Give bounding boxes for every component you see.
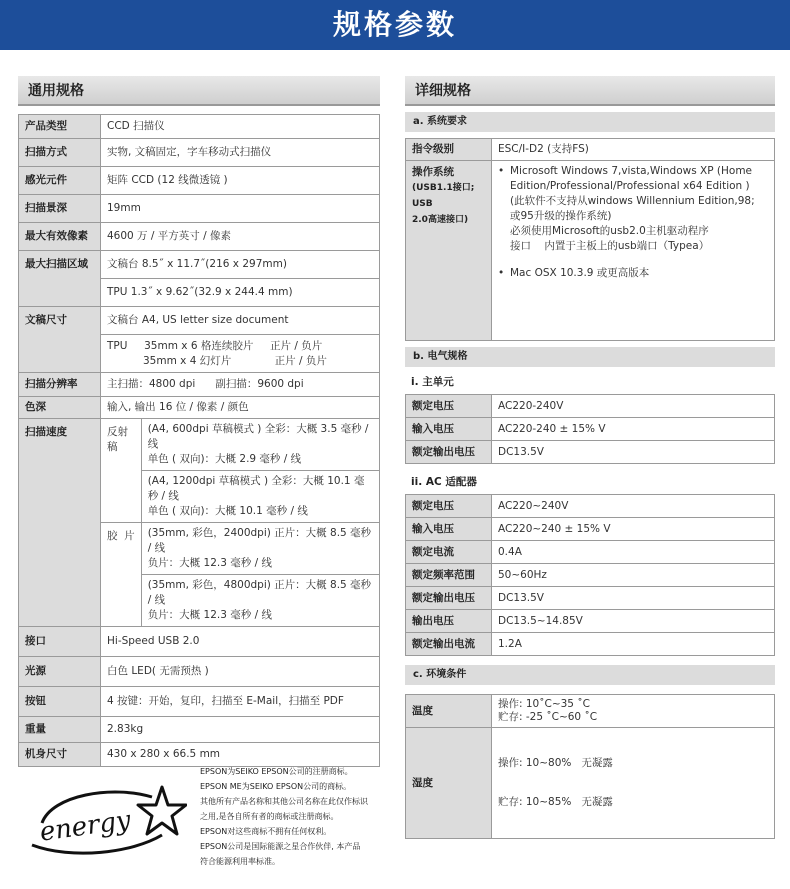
spec-line: 操作: 10~80% 无凝露 bbox=[498, 757, 613, 769]
spec-label: 额定电流 bbox=[406, 541, 492, 564]
spec-label: 扫描方式 bbox=[19, 139, 101, 167]
spec-value bbox=[101, 335, 380, 373]
spec-value: AC220-240 ± 15% V bbox=[492, 418, 775, 441]
spec-label: 温度 bbox=[406, 695, 492, 728]
spec-value: AC220-240V bbox=[492, 395, 775, 418]
spec-value bbox=[141, 523, 379, 575]
spec-value bbox=[492, 695, 775, 728]
environment-table bbox=[405, 694, 775, 839]
spec-value bbox=[492, 728, 775, 839]
os-item-windows bbox=[498, 164, 768, 254]
spec-line: (A4, 600dpi 草稿模式 ) 全彩：大概 3.5 毫秒 / 线 bbox=[147, 423, 369, 450]
spec-line: (A4, 1200dpi 草稿模式 ) 全彩：大概 10.1 毫秒 / 线 bbox=[147, 475, 365, 502]
spec-line: TPU 35mm x 6 格连续胶片 正片 / 负片 bbox=[107, 339, 323, 352]
spec-value bbox=[141, 575, 379, 627]
spec-label: 额定输出电流 bbox=[406, 633, 492, 656]
system-table bbox=[405, 138, 775, 341]
os-label-line: (USB1.1接口; USB bbox=[412, 183, 475, 209]
note-line: EPSON对这些商标不拥有任何权利。 bbox=[200, 827, 332, 836]
main-unit-table bbox=[405, 394, 775, 464]
spec-value: ESC/I-D2 (支持FS) bbox=[492, 139, 775, 161]
spec-label: 色深 bbox=[19, 397, 101, 419]
spec-label: 额定电压 bbox=[406, 495, 492, 518]
spec-value: 白色 LED( 无需预热 ) bbox=[101, 657, 380, 687]
energy-logo-text: energy bbox=[37, 805, 133, 848]
spec-sublabel: 反射稿 bbox=[101, 419, 142, 523]
os-label-line: 2.0高速接口) bbox=[412, 215, 469, 225]
spec-value: TPU 1.3˝ x 9.62˝(32.9 x 244.4 mm) bbox=[101, 279, 380, 307]
spec-line: (35mm, 彩色，2400dpi) 正片：大概 8.5 毫秒 / 线 bbox=[147, 527, 372, 554]
spec-value: 4600 万 / 平方英寸 / 像素 bbox=[101, 223, 380, 251]
spec-line: (此软件不支持从windows Willennium Edition,98; bbox=[510, 195, 755, 207]
spec-line: 单色 ( 双向)：大概 10.1 毫秒 / 线 bbox=[147, 505, 308, 517]
spec-label bbox=[406, 161, 492, 341]
page-banner: 规格参数 bbox=[0, 0, 790, 50]
spec-value: 输入, 输出 16 位 / 像素 / 颜色 bbox=[101, 397, 380, 419]
spec-value: 50~60Hz bbox=[492, 564, 775, 587]
note-line: EPSON为SEIKO EPSON公司的注册商标。 bbox=[200, 767, 353, 776]
general-specs-header: 通用规格 bbox=[18, 76, 380, 106]
detail-specs-header: 详细规格 bbox=[405, 76, 775, 106]
spec-line: 贮存: -25 ˚C~60 ˚C bbox=[498, 711, 598, 723]
spec-label: 额定输出电压 bbox=[406, 587, 492, 610]
os-label-line: 操作系统 bbox=[412, 166, 454, 178]
note-line: 之用,是各自所有者的商标或注册商标。 bbox=[200, 812, 339, 821]
section-title: a. 系统要求 bbox=[405, 112, 775, 132]
energy-star-icon bbox=[22, 775, 187, 865]
spec-line: 或95升级的操作系统) bbox=[510, 210, 612, 222]
note-line: 其他所有产品名称和其他公司名称在此仅作标识 bbox=[200, 797, 368, 806]
general-specs-table bbox=[18, 114, 380, 767]
section-title: c. 环境条件 bbox=[405, 665, 775, 685]
spec-label: 最大有效像素 bbox=[19, 223, 101, 251]
spec-value: DC13.5V bbox=[492, 441, 775, 464]
spec-label: 按钮 bbox=[19, 687, 101, 717]
spec-sublabel: 胶 片 bbox=[101, 523, 142, 627]
spec-label: 输入电压 bbox=[406, 518, 492, 541]
spec-label: 接口 bbox=[19, 627, 101, 657]
spec-label: 额定输出电压 bbox=[406, 441, 492, 464]
spec-label: 输出电压 bbox=[406, 610, 492, 633]
subsection-title: i. 主单元 bbox=[411, 376, 454, 388]
spec-label: 机身尺寸 bbox=[19, 743, 101, 767]
note-line: EPSON ME为SEIKO EPSON公司的商标。 bbox=[200, 782, 352, 791]
note-line: EPSON公司是国际能源之星合作伙伴, 本产品 bbox=[200, 842, 361, 851]
spec-label: 输入电压 bbox=[406, 418, 492, 441]
spec-value: 19mm bbox=[101, 195, 380, 223]
spec-line: 负片：大概 12.3 毫秒 / 线 bbox=[147, 609, 272, 621]
spec-value: 430 x 280 x 66.5 mm bbox=[101, 743, 380, 767]
section-title: b. 电气规格 bbox=[405, 347, 775, 367]
spec-label: 文稿尺寸 bbox=[19, 307, 101, 373]
spec-line: 必须使用Microsoft的usb2.0主机驱动程序 bbox=[510, 225, 709, 237]
spec-value: DC13.5~14.85V bbox=[492, 610, 775, 633]
spec-line: • Microsoft Windows 7,vista,Windows XP (Home bbox=[510, 165, 753, 177]
spec-value: 主扫描：4800 dpi 副扫描：9600 dpi bbox=[101, 373, 380, 397]
spec-label: 感光元件 bbox=[19, 167, 101, 195]
spec-value: 矩阵 CCD (12 线微透镜 ) bbox=[101, 167, 380, 195]
spec-value bbox=[141, 471, 379, 523]
spec-value bbox=[141, 419, 379, 471]
spec-line: 负片：大概 12.3 毫秒 / 线 bbox=[147, 557, 272, 569]
spec-label: 额定频率范围 bbox=[406, 564, 492, 587]
spec-line: 单色 ( 双向)：大概 2.9 毫秒 / 线 bbox=[147, 453, 302, 465]
spec-label: 指令级别 bbox=[406, 139, 492, 161]
spec-value: 实物, 文稿固定，字车移动式扫描仪 bbox=[101, 139, 380, 167]
spec-label: 扫描分辨率 bbox=[19, 373, 101, 397]
spec-label: 光源 bbox=[19, 657, 101, 687]
os-item-mac bbox=[498, 266, 768, 281]
spec-value: 0.4A bbox=[492, 541, 775, 564]
subsection-title: ii. AC 适配器 bbox=[411, 476, 477, 488]
spec-line: Edition/Professional/Professional x64 Edition ) bbox=[510, 180, 750, 192]
spec-label: 最大扫描区域 bbox=[19, 251, 101, 307]
spec-value: AC220~240V bbox=[492, 495, 775, 518]
spec-value: 文稿台 A4, US letter size document bbox=[101, 307, 380, 335]
spec-line: 操作: 10˚C~35 ˚C bbox=[498, 698, 590, 710]
spec-value: 4 按键：开始，复印，扫描至 E-Mail，扫描至 PDF bbox=[101, 687, 380, 717]
note-line: 符合能源利用率标准。 bbox=[200, 857, 280, 866]
os-list bbox=[498, 164, 768, 281]
spec-value: 文稿台 8.5˝ x 11.7˝(216 x 297mm) bbox=[101, 251, 380, 279]
spec-value bbox=[492, 161, 775, 341]
spec-line: 接口 内置于主板上的usb端口（Typea） bbox=[510, 240, 710, 252]
spec-line: • Mac OSX 10.3.9 或更高版本 bbox=[510, 267, 650, 279]
energy-star-logo bbox=[22, 775, 187, 865]
spec-label: 扫描景深 bbox=[19, 195, 101, 223]
spec-line: 贮存: 10~85% 无凝露 bbox=[498, 796, 613, 808]
spec-line: 35mm x 4 幻灯片 正片 / 负片 bbox=[143, 354, 327, 367]
spec-value: Hi-Speed USB 2.0 bbox=[101, 627, 380, 657]
trademark-notes bbox=[200, 764, 400, 869]
spec-label: 扫描速度 bbox=[19, 419, 101, 627]
spec-value: DC13.5V bbox=[492, 587, 775, 610]
spec-value: 1.2A bbox=[492, 633, 775, 656]
spec-label: 重量 bbox=[19, 717, 101, 743]
spec-label: 额定电压 bbox=[406, 395, 492, 418]
spec-label: 产品类型 bbox=[19, 115, 101, 139]
spec-value: CCD 扫描仪 bbox=[101, 115, 380, 139]
spec-value: 2.83kg bbox=[101, 717, 380, 743]
adapter-table bbox=[405, 494, 775, 656]
spec-value: AC220~240 ± 15% V bbox=[492, 518, 775, 541]
spec-line: (35mm, 彩色，4800dpi) 正片：大概 8.5 毫秒 / 线 bbox=[147, 579, 372, 606]
spec-label: 湿度 bbox=[406, 728, 492, 839]
